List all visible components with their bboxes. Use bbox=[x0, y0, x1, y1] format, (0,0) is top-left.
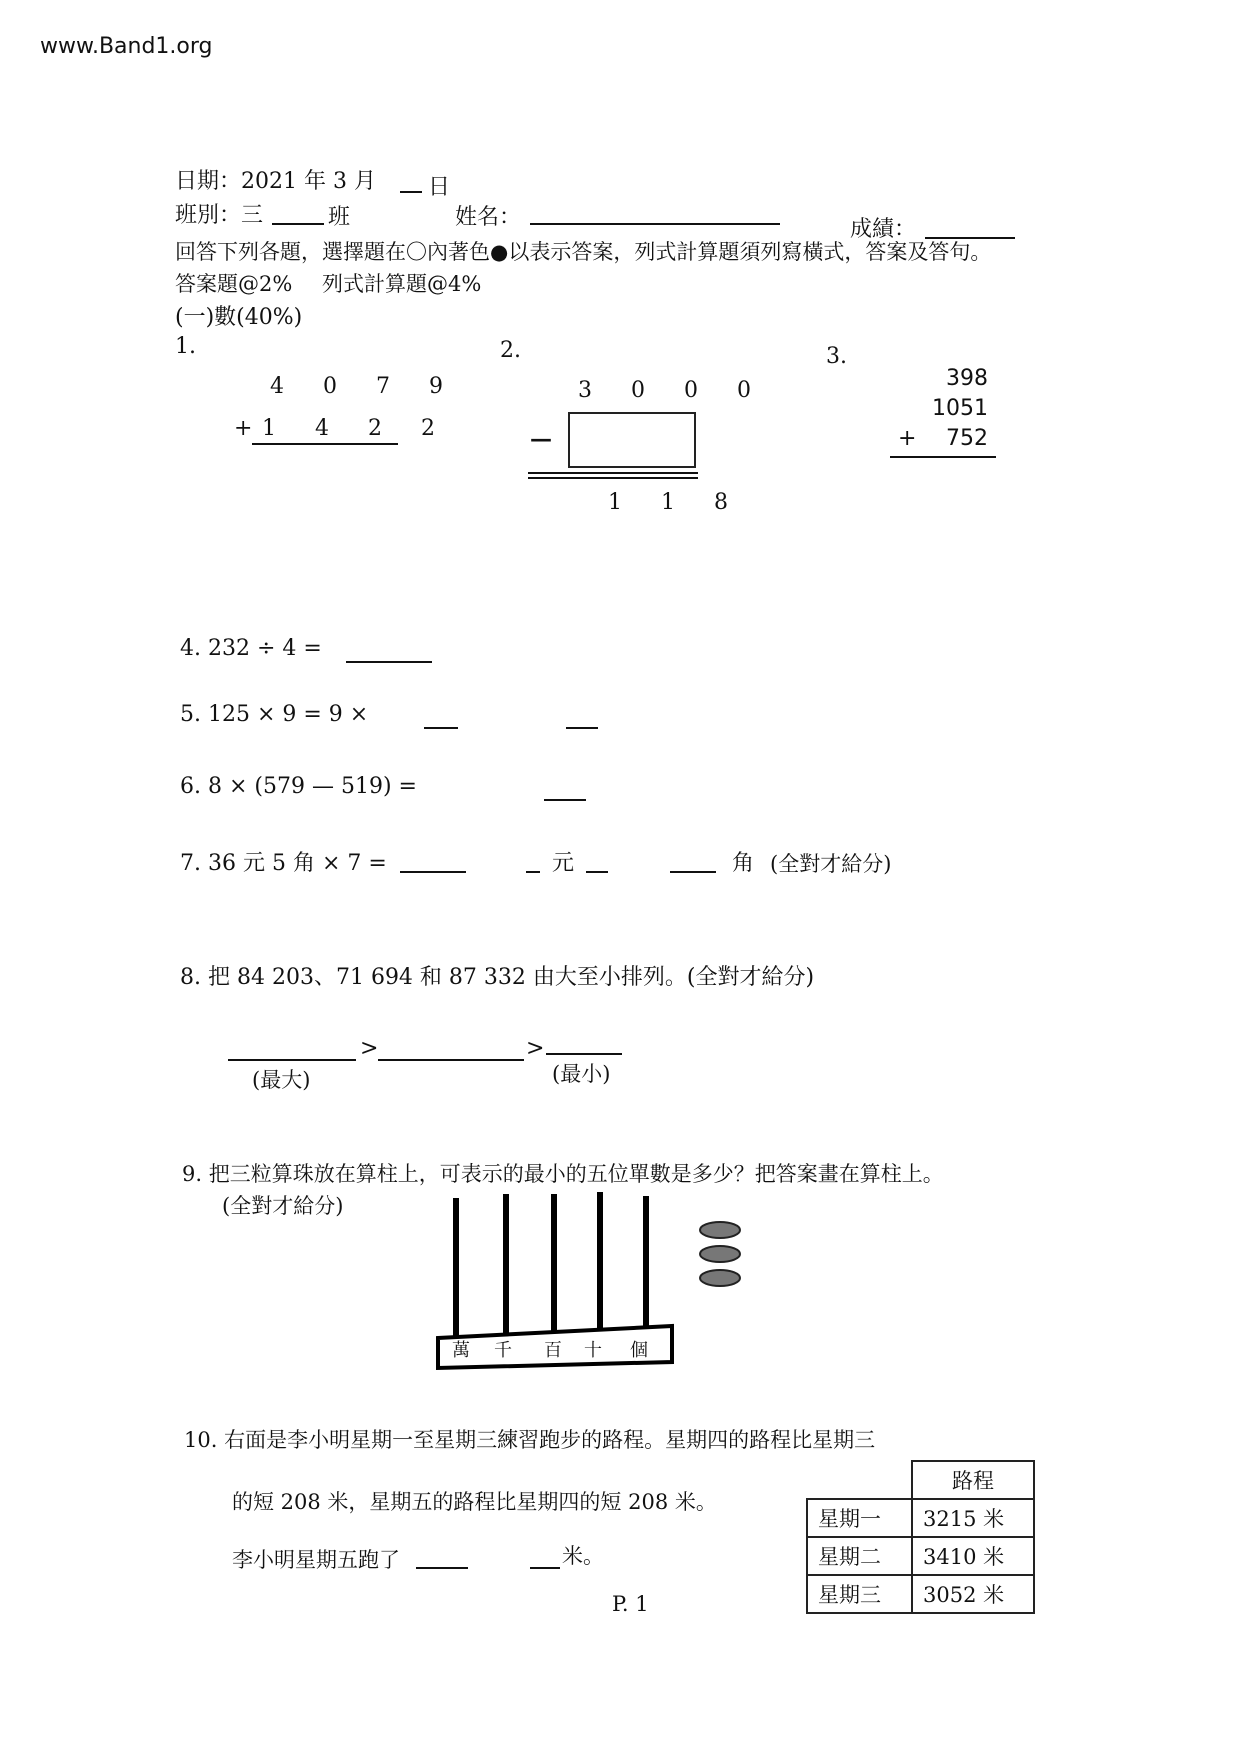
marks-answer: 答案題@2% bbox=[175, 272, 293, 296]
q8-smallest-label: (最小) bbox=[552, 1062, 611, 1086]
q1-number: 1. bbox=[175, 334, 196, 359]
q8-blank-2[interactable] bbox=[378, 1058, 524, 1061]
q1-top-number: 4 0 7 9 bbox=[270, 374, 459, 399]
abacus-bead-2[interactable] bbox=[700, 1246, 740, 1262]
table-row bbox=[807, 1575, 1034, 1613]
q8-largest-label: (最大) bbox=[252, 1068, 311, 1092]
q7-text: 7. 36 元 5 角 × 7 = bbox=[180, 851, 387, 876]
score-label: 成績： bbox=[850, 217, 917, 242]
table-day-cell: 星期三 bbox=[807, 1575, 912, 1613]
page-number: P. 1 bbox=[612, 1592, 649, 1616]
site-url: www.Band1.org bbox=[40, 34, 213, 59]
q2-minus-sign: — bbox=[530, 426, 552, 452]
name-label: 姓名： bbox=[455, 205, 522, 230]
q5-blank-2[interactable] bbox=[566, 726, 598, 729]
q7-note: (全對才給分) bbox=[770, 852, 892, 876]
q8-blank-3[interactable] bbox=[546, 1052, 622, 1055]
q7-blank-3[interactable] bbox=[586, 870, 608, 873]
abacus-place-ten-thousands: 萬 bbox=[452, 1340, 470, 1361]
abacus-bead-3[interactable] bbox=[700, 1270, 740, 1286]
abacus-place-tens: 十 bbox=[584, 1340, 602, 1361]
table-header-distance: 路程 bbox=[912, 1461, 1034, 1499]
q7-yuan: 元 bbox=[552, 851, 575, 876]
q2-top-number: 3 0 0 0 bbox=[578, 378, 767, 403]
q4-answer-blank[interactable] bbox=[346, 660, 432, 663]
q6-text: 6. 8 × (579 — 519) = bbox=[180, 774, 417, 799]
q3-underline bbox=[890, 456, 996, 458]
table-header-row bbox=[807, 1461, 1034, 1499]
q2-result: 1 1 8 bbox=[608, 490, 744, 515]
q7-jiao: 角 bbox=[732, 851, 755, 876]
table-day-cell: 星期二 bbox=[807, 1537, 912, 1575]
q2-answer-box[interactable] bbox=[568, 412, 696, 468]
class-suffix: 班 bbox=[328, 205, 351, 230]
q8-blank-1[interactable] bbox=[228, 1058, 356, 1061]
date-label: 日期：2021 年 3 月 bbox=[175, 169, 376, 194]
instruction: 回答下列各題，選擇題在〇內著色●以表示答案，列式計算題須列寫橫式，答案及答句。 bbox=[175, 240, 992, 264]
table-day-cell: 星期一 bbox=[807, 1499, 912, 1537]
table-row bbox=[807, 1537, 1034, 1575]
q5-text: 5. 125 × 9 = 9 × bbox=[180, 702, 369, 727]
q2-underline-2 bbox=[528, 477, 698, 479]
q2-underline-1 bbox=[528, 472, 698, 474]
table-row bbox=[807, 1499, 1034, 1537]
q10-unit: 米。 bbox=[562, 1544, 604, 1568]
q3-plus-sign: + bbox=[898, 426, 917, 451]
table-distance-cell: 3052 米 bbox=[912, 1575, 1034, 1613]
q1-bottom-number: 1 4 2 2 bbox=[262, 416, 451, 441]
q10-line-3: 李小明星期五跑了 bbox=[232, 1548, 400, 1572]
q10-line-2: 的短 208 米，星期五的路程比星期四的短 208 米。 bbox=[232, 1490, 717, 1514]
day-blank[interactable] bbox=[400, 190, 422, 193]
q10-blank-2[interactable] bbox=[530, 1566, 560, 1569]
name-blank[interactable] bbox=[530, 222, 780, 225]
route-table bbox=[806, 1460, 1035, 1614]
q10-line-1: 10. 右面是李小明星期一至星期三練習跑步的路程。星期四的路程比星期三 bbox=[184, 1428, 876, 1452]
q9-note: (全對才給分) bbox=[222, 1194, 344, 1218]
q7-blank-2[interactable] bbox=[526, 870, 540, 873]
q7-blank-1[interactable] bbox=[400, 870, 466, 873]
day-label: 日 bbox=[428, 175, 451, 200]
q1-plus-sign: + bbox=[234, 416, 253, 441]
q8-gt-2: > bbox=[526, 1036, 545, 1061]
class-blank[interactable] bbox=[272, 222, 324, 225]
q1-underline bbox=[252, 443, 398, 445]
q4-text: 4. 232 ÷ 4 = bbox=[180, 636, 322, 661]
q8-text: 8. 把 84 203、71 694 和 87 332 由大至小排列。(全對才給分) bbox=[180, 965, 815, 990]
table-distance-cell: 3410 米 bbox=[912, 1537, 1034, 1575]
q3-addend-3: 752 bbox=[946, 426, 988, 451]
q10-blank-1[interactable] bbox=[416, 1566, 468, 1569]
q3-addend-2: 1051 bbox=[932, 396, 988, 421]
class-label: 班別：三 bbox=[175, 203, 264, 228]
q3-addend-1: 398 bbox=[946, 366, 988, 391]
q8-gt-1: > bbox=[360, 1036, 379, 1061]
q7-blank-4[interactable] bbox=[670, 870, 716, 873]
table-corner-cell bbox=[807, 1461, 912, 1499]
section-title: (一)數(40%) bbox=[175, 305, 303, 330]
q9-text: 9. 把三粒算珠放在算柱上，可表示的最小的五位單數是多少？把答案畫在算柱上。 bbox=[182, 1162, 944, 1186]
q2-number: 2. bbox=[500, 338, 521, 363]
q6-answer-blank[interactable] bbox=[544, 798, 586, 801]
marks-calculation: 列式計算題@4% bbox=[322, 272, 482, 296]
q3-number: 3. bbox=[826, 344, 847, 369]
abacus-place-hundreds: 百 bbox=[544, 1340, 562, 1361]
abacus-place-ones: 個 bbox=[630, 1340, 648, 1361]
q5-blank-1[interactable] bbox=[424, 726, 458, 729]
abacus-place-thousands: 千 bbox=[494, 1340, 512, 1361]
abacus-bead-1[interactable] bbox=[700, 1222, 740, 1238]
table-distance-cell: 3215 米 bbox=[912, 1499, 1034, 1537]
